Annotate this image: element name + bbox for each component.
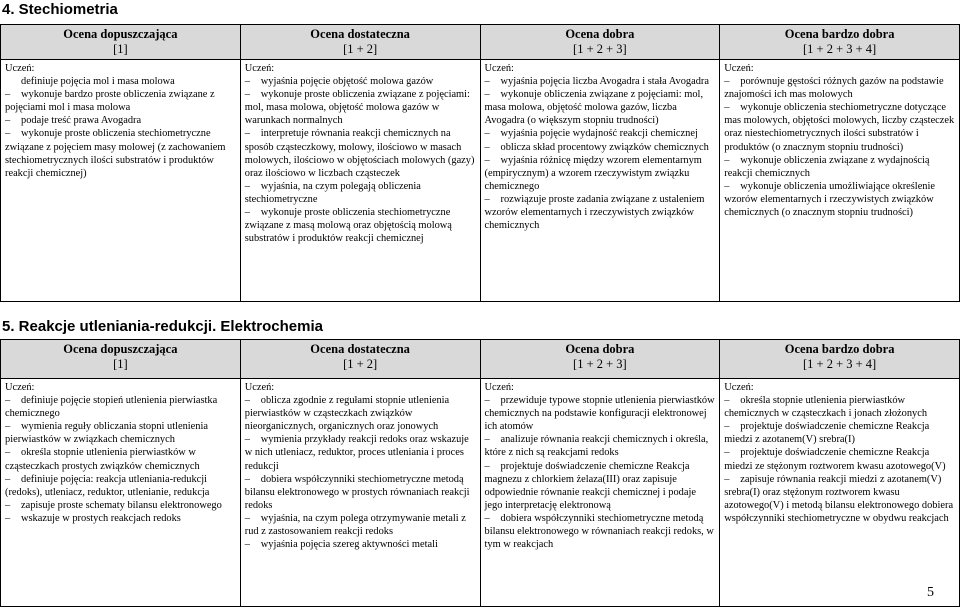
requirement-item: [5, 512, 236, 525]
requirement-text: definiuje pojęcia: reakcja utleniania-redukcji (redoks), utleniacz, reduktor, utlenianie, redukcja: [5, 473, 210, 498]
requirement-item: [245, 473, 476, 512]
grade-header-cell: [1, 340, 241, 379]
requirement-text: zapisuje proste schematy bilansu elektronowego: [21, 499, 222, 511]
requirement-text: wykonuje obliczenia umożliwiające określenie wzorów elementarnych i rzeczywistych związków chemicznych (o znacznym stopniu trudności): [724, 180, 935, 219]
grade-points: [1 + 2 + 3 + 4]: [803, 357, 877, 371]
intro-label: Uczeń:: [244, 382, 275, 393]
requirement-item: [724, 394, 955, 420]
requirements-cell: [240, 60, 480, 302]
intro-label: Uczeń:: [484, 63, 514, 74]
table-header-row: [1, 340, 960, 379]
requirement-text: oblicza zgodnie z regułami stopnie utlenienia pierwiastków w cząsteczkach związków nieorganicznych, organicznych oraz jonowych: [244, 395, 450, 433]
intro-label: Uczeń:: [484, 382, 514, 393]
requirements-cell: [1, 60, 241, 302]
requirement-text: analizuje równania reakcji chemicznych i określa, które z nich są reakcjami redoks: [484, 434, 709, 459]
grade-name: Ocena dobra: [565, 342, 635, 356]
requirement-text: wyjaśnia, na czym polega otrzymywanie metali z rud z zastosowaniem reakcji redoks: [244, 512, 466, 538]
grading-table-redoks: [0, 339, 960, 607]
dash-bullet-icon: –: [5, 447, 11, 459]
requirement-item: [5, 114, 236, 127]
grade-points: [1]: [113, 42, 128, 56]
dash-bullet-icon: –: [5, 115, 11, 127]
requirement-text: wykonuje bardzo proste obliczenia związane z pojęciami mol i masa molowa: [5, 89, 215, 114]
requirement-text: porównuje gęstości różnych gazów na podstawie znajomości ich mas molowych: [724, 76, 944, 101]
requirement-text: przewiduje typowe stopnie utlenienia pierwiastków chemicznych na podstawie konfiguracji elektronowej ich atomów: [484, 395, 715, 433]
requirement-text: wykonuje obliczenia związane z wydajnością reakcji chemicznych: [724, 154, 930, 179]
dash-bullet-icon: –: [244, 395, 250, 407]
table-body-row: [1, 60, 960, 302]
requirement-item: [5, 446, 236, 472]
requirement-text: określa stopnie utlenienia pierwiastków w cząsteczkach prostych związków chemicznych: [5, 447, 200, 472]
dash-bullet-icon: –: [5, 395, 11, 407]
section-title-redoks: 5. Reakcje utleniania-redukcji. Elektrochemia: [2, 318, 323, 335]
requirement-item: [724, 75, 955, 101]
requirement-text: wyjaśnia, na czym polegają obliczenia stechiometryczne: [244, 180, 421, 205]
grade-name: Ocena bardzo dobra: [784, 27, 895, 41]
requirement-item: [245, 538, 476, 551]
grade-name: Ocena dopuszczająca: [63, 27, 178, 41]
dash-bullet-icon: –: [244, 89, 250, 101]
requirement-item: [245, 180, 476, 206]
grade-header-cell: [240, 340, 480, 379]
grading-table-stechiometria: [0, 24, 960, 302]
dash-bullet-icon: –: [724, 102, 730, 114]
requirements-cell: [480, 379, 720, 607]
dash-bullet-icon: –: [484, 512, 490, 524]
requirements-cell: [480, 60, 720, 302]
requirement-text: projektuje doświadczenie chemiczne Reakcja miedzi ze stężonym roztworem kwasu azotowego(V): [724, 447, 946, 472]
requirements-cell: [720, 60, 960, 302]
table-header-row: [1, 25, 960, 60]
requirement-text: interpretuje równania reakcji chemicznych na sposób cząsteczkowy, molowy, ilościowo w masach molowych, ilościowo w objętościach molowych (gazy) oraz ilościowo w liczbach cząsteczek: [244, 128, 475, 179]
dash-bullet-icon: –: [244, 76, 250, 88]
requirement-text: zapisuje równania reakcji miedzi z azotanem(V) srebra(I) oraz stężonym roztworem kwasu azotowego(V) i metodą bilansu elektronowego dobiera współczynniki stechiometryczne w obydwu reakcjach: [724, 473, 954, 524]
requirement-item: [5, 88, 236, 114]
dash-bullet-icon: –: [484, 154, 490, 166]
requirement-text: wykonuje obliczenia stechiometryczne dotyczące mas molowych, objętości molowych, liczby cząsteczek oraz niestechiometrycznych ilości substratów i produktów (o znacznym stopniu trudności): [724, 102, 955, 153]
intro-label: Uczeń:: [244, 63, 275, 74]
requirement-text: wyjaśnia pojęcia liczba Avogadra i stała Avogadra: [500, 76, 710, 88]
grade-points: [1 + 2]: [343, 357, 378, 371]
requirement-item: [5, 75, 236, 88]
dash-bullet-icon: –: [244, 434, 250, 446]
requirement-list: [245, 394, 476, 551]
requirement-text: wykonuje proste obliczenia stechiometryczne związane z pojęciem masy molowej (z zachowaniem stechiometrycznych ilości substratów i produktów reakcji chemicznej): [5, 128, 226, 179]
section-title-stechiometria: 4. Stechiometria: [2, 1, 118, 18]
requirement-item: [245, 206, 476, 245]
requirement-item: [5, 394, 236, 420]
intro-label: Uczeń:: [5, 63, 35, 74]
dash-bullet-icon: –: [484, 76, 490, 88]
requirement-item: [485, 433, 716, 459]
requirement-text: wykonuje proste obliczenia związane z pojęciami: mol, masa molowa, objętość molowa gazów w warunkach normalnych: [244, 89, 470, 127]
dash-bullet-icon: –: [724, 447, 730, 459]
requirement-item: [485, 127, 716, 140]
requirement-text: określa stopnie utlenienia pierwiastków chemicznych w cząsteczkach i jonach złożonych: [724, 395, 928, 420]
requirement-list: [5, 394, 236, 525]
grade-header-cell: [480, 340, 720, 379]
requirement-item: [485, 154, 716, 193]
requirement-item: [485, 394, 716, 433]
grade-name: Ocena dopuszczająca: [63, 342, 178, 356]
requirement-item: [5, 127, 236, 179]
dash-bullet-icon: –: [244, 128, 250, 140]
grade-points: [1]: [113, 357, 128, 371]
requirement-text: rozwiązuje proste zadania związane z ustaleniem wzorów elementarnych i rzeczywistych związków chemicznych: [484, 193, 705, 232]
grade-points: [1 + 2 + 3]: [573, 42, 627, 56]
dash-bullet-icon: –: [244, 207, 250, 219]
dash-bullet-icon: –: [5, 89, 11, 101]
requirement-text: wykonuje obliczenia związane z pojęciami: mol, masa molowa, objętość molowa gazów, liczba Avogadra (o większym stopniu trudności): [484, 89, 704, 127]
requirements-cell: [1, 379, 241, 607]
requirement-text: wskazuje w prostych reakcjach redoks: [21, 512, 181, 524]
intro-label: Uczeń:: [5, 382, 35, 393]
dash-bullet-icon: –: [724, 154, 730, 166]
requirement-item: [485, 75, 716, 88]
requirement-text: wyjaśnia pojęcia szereg aktywności metali: [260, 539, 438, 551]
grade-name: Ocena dostateczna: [310, 27, 410, 41]
requirement-item: [245, 394, 476, 433]
dash-bullet-icon: –: [5, 499, 11, 511]
dash-bullet-icon: –: [5, 421, 11, 433]
requirement-item: [485, 460, 716, 512]
grade-header-cell: [720, 340, 960, 379]
grade-header-cell: [240, 25, 480, 60]
requirement-item: [724, 446, 955, 472]
requirement-item: [245, 88, 476, 127]
dash-bullet-icon: –: [724, 421, 730, 433]
requirement-item: [724, 180, 955, 219]
dash-bullet-icon: –: [484, 395, 490, 407]
requirements-cell: [240, 379, 480, 607]
requirement-list: [485, 75, 716, 232]
dash-bullet-icon: –: [724, 76, 730, 88]
requirement-text: wymienia reguły obliczania stopni utlenienia pierwiastków w związkach chemicznych: [5, 421, 208, 446]
grade-header-cell: [720, 25, 960, 60]
requirement-text: definiuje pojęcia mol i masa molowa: [21, 76, 175, 88]
grade-header-cell: [1, 25, 241, 60]
intro-label: Uczeń:: [724, 382, 754, 393]
table-body-row: [1, 379, 960, 607]
grade-name: Ocena dobra: [565, 27, 635, 41]
requirement-text: podaje treść prawa Avogadra: [21, 115, 142, 127]
dash-bullet-icon: –: [484, 434, 490, 446]
requirement-text: projektuje doświadczenie chemiczne Reakcja magnezu z chlorkiem żelaza(III) oraz zapisuje odpowiednie równanie reakcji chemicznej i podaje jego interpretację elektronową: [484, 460, 696, 511]
dash-bullet-icon: –: [244, 512, 250, 524]
requirement-item: [245, 433, 476, 472]
requirement-text: projektuje doświadczenie chemiczne Reakcja miedzi z azotanem(V) srebra(I): [724, 421, 930, 446]
grade-header-cell: [480, 25, 720, 60]
dash-bullet-icon: –: [244, 180, 250, 192]
requirement-item: [5, 420, 236, 446]
dash-bullet-icon: –: [5, 473, 11, 485]
dash-bullet-icon: –: [244, 539, 250, 551]
requirement-list: [485, 394, 716, 551]
requirement-text: wymienia przykłady reakcji redoks oraz wskazuje w nich utleniacz, reduktor, proces utleniania i proces redukcji: [244, 434, 469, 472]
intro-label: Uczeń:: [724, 63, 754, 74]
requirement-item: [5, 499, 236, 512]
requirement-list: [724, 394, 955, 525]
dash-bullet-icon: –: [484, 128, 490, 140]
requirement-text: wyjaśnia różnicę między wzorem elementarnym (empirycznym) a wzorem rzeczywistym związku chemicznego: [484, 154, 702, 192]
requirement-item: [724, 101, 955, 153]
dash-bullet-icon: –: [244, 473, 250, 485]
requirement-list: [724, 75, 955, 219]
dash-bullet-icon: –: [484, 89, 490, 101]
grade-points: [1 + 2 + 3 + 4]: [803, 42, 877, 56]
requirement-text: dobiera współczynniki stechiometryczne metodą bilansu elektronowego w prostych równaniach reakcji redoks: [244, 473, 470, 511]
requirement-text: dobiera współczynniki stechiometryczne metodą bilansu elektronowego w równaniach reakcji redoks, w tym w reakcjach: [484, 512, 714, 551]
requirement-item: [724, 420, 955, 446]
requirement-item: [485, 512, 716, 551]
requirement-item: [485, 193, 716, 232]
requirement-item: [485, 141, 716, 154]
dash-bullet-icon: –: [484, 141, 490, 153]
requirement-item: [724, 473, 955, 525]
grade-name: Ocena dostateczna: [310, 342, 410, 356]
dash-bullet-icon: –: [484, 193, 490, 205]
dash-bullet-icon: –: [724, 180, 730, 192]
grade-points: [1 + 2]: [343, 42, 378, 56]
requirement-item: [245, 75, 476, 88]
dash-bullet-icon: –: [484, 460, 490, 472]
requirement-text: wykonuje proste obliczenia stechiometryczne związane z masą molową oraz objętością molową substratów i produktów reakcji chemicznej: [244, 207, 452, 245]
requirement-list: [245, 75, 476, 245]
requirement-text: wyjaśnia pojęcie objętość molowa gazów: [260, 76, 434, 88]
dash-bullet-icon: –: [724, 395, 730, 407]
requirement-list: [5, 75, 236, 180]
requirement-item: [5, 473, 236, 499]
requirement-item: [245, 512, 476, 538]
requirement-item: [485, 88, 716, 127]
requirement-text: oblicza skład procentowy związków chemicznych: [500, 141, 709, 153]
requirements-cell: [720, 379, 960, 607]
requirement-item: [245, 127, 476, 179]
page-number: 5: [927, 585, 934, 600]
requirement-text: definiuje pojęcie stopień utlenienia pierwiastka chemicznego: [5, 395, 218, 420]
grade-name: Ocena bardzo dobra: [784, 342, 895, 356]
dash-bullet-icon: –: [5, 128, 11, 140]
requirement-text: wyjaśnia pojęcie wydajność reakcji chemicznej: [500, 128, 698, 140]
dash-bullet-icon: –: [5, 512, 11, 524]
dash-bullet-icon: –: [724, 473, 730, 485]
requirement-item: [724, 154, 955, 180]
grade-points: [1 + 2 + 3]: [573, 357, 627, 371]
